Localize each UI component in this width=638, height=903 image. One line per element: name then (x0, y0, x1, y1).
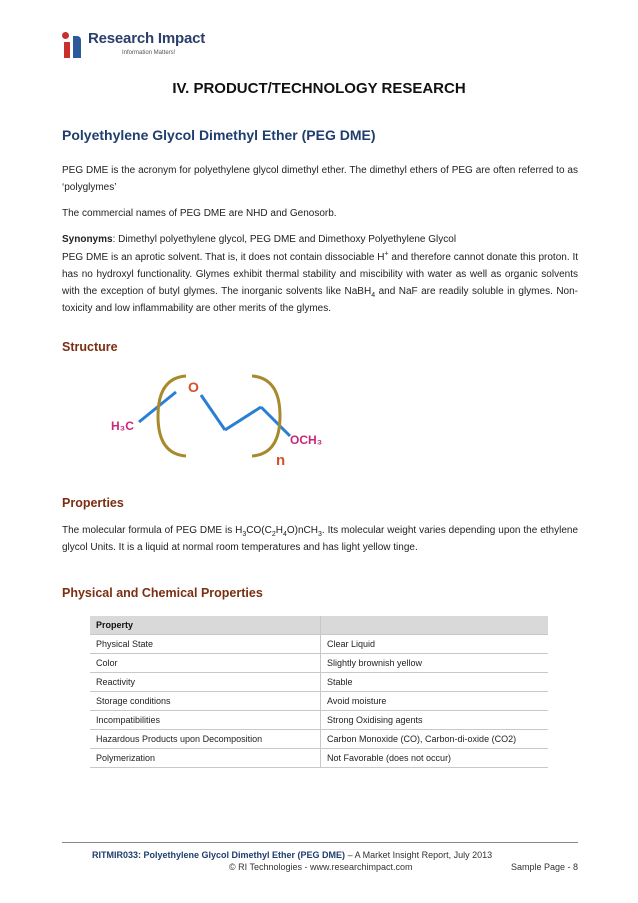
table-row (90, 730, 548, 749)
table-row (90, 692, 548, 711)
footer-report-info: – A Market Insight Report, July 2013 (345, 850, 493, 860)
properties-heading: Properties (62, 496, 124, 510)
table-row (90, 749, 548, 768)
footer-code-title: RITMIR033: Polyethylene Glycol Dimethyl Ether (PEG DME) (92, 850, 346, 860)
footer-divider (62, 842, 578, 843)
methyl-group-label: H₃C (111, 419, 134, 433)
paragraph-commercial-names: The commercial names of PEG DME are NHD and Genosorb. (62, 208, 337, 219)
right-bracket (252, 376, 280, 456)
table-header-row (90, 616, 548, 635)
bond-line (261, 407, 290, 436)
research-impact-logo (62, 28, 212, 64)
logo-tagline: Information Matters! (122, 50, 176, 56)
footer-copyright: © RI Technologies - www.researchimpact.com (229, 862, 413, 872)
methoxy-group-label: OCH₃ (290, 433, 323, 447)
table-row (90, 654, 548, 673)
property-value-cell: Strong Oxidising agents (321, 711, 549, 730)
left-bracket (158, 376, 186, 456)
logo-icon (62, 32, 84, 58)
property-name-cell: Storage conditions (90, 692, 321, 711)
properties-table (90, 616, 548, 768)
footer-report-title (92, 850, 492, 860)
table-header-cell (321, 616, 549, 635)
table-row (90, 711, 548, 730)
property-value-cell: Avoid moisture (321, 692, 549, 711)
property-name-cell: Polymerization (90, 749, 321, 768)
document-heading: Polyethylene Glycol Dimethyl Ether (PEG DME) (62, 127, 376, 143)
section-title: IV. PRODUCT/TECHNOLOGY RESEARCH (172, 80, 466, 97)
structure-heading: Structure (62, 340, 118, 354)
synonyms-text: : Dimethyl polyethylene glycol, PEG DME and Dimethoxy Polyethylene Glycol (112, 234, 457, 245)
paragraph-aprotic: PEG DME is an aprotic solvent. That is, it does not contain dissociable H+ and therefore cannot donate this proton. It has no hydroxyl functionality. Glymes exhibit thermal stability and miscibility with water as well as organic solvents with the exception of butyl glymes. The inorganic solvents like NaBH$_4$ and NaF are readily soluble in glymes. Non-toxicity and low inflammability are other merits of the glymes. (62, 250, 578, 314)
property-name-cell: Reactivity (90, 673, 321, 692)
paragraph-molecular-formula: The molecular formula of PEG DME is $H_3CO(C_2H_4O)nCH_3$. Its molecular weight varies depending upon the ethylene glycol Units. It is a liquid at normal room temperatures and has light yellow tinge. (62, 525, 579, 553)
repeat-count-label: n (276, 452, 286, 469)
table-row (90, 635, 548, 654)
paragraph-synonyms (62, 231, 578, 248)
table-header-cell: Property (90, 616, 321, 635)
footer-page-number: Sample Page - 8 (510, 862, 578, 872)
table-row (90, 673, 548, 692)
property-value-cell: Slightly brownish yellow (321, 654, 549, 673)
property-value-cell: Carbon Monoxide (CO), Carbon-di-oxide (CO2) (321, 730, 549, 749)
oxygen-atom-label: O (188, 379, 199, 395)
property-value-cell: Stable (321, 673, 549, 692)
property-name-cell: Physical State (90, 635, 321, 654)
synonyms-label: Synonyms (62, 234, 113, 245)
property-value-cell: Clear Liquid (321, 635, 549, 654)
property-name-cell: Incompatibilities (90, 711, 321, 730)
property-name-cell: Hazardous Products upon Decomposition (90, 730, 321, 749)
property-value-cell: Not Favorable (does not occur) (321, 749, 549, 768)
paragraph-acronym: PEG DME is the acronym for polyethylene glycol dimethyl ether. The dimethyl ethers of PEG are often referred to as ‘polyglymes’ (62, 165, 578, 193)
bond-line (201, 395, 225, 430)
physical-chemical-heading: Physical and Chemical Properties (62, 586, 263, 600)
peg-dme-structure-diagram (62, 370, 362, 470)
logo-name: Research Impact (88, 30, 206, 47)
bond-line (225, 407, 261, 430)
property-name-cell: Color (90, 654, 321, 673)
